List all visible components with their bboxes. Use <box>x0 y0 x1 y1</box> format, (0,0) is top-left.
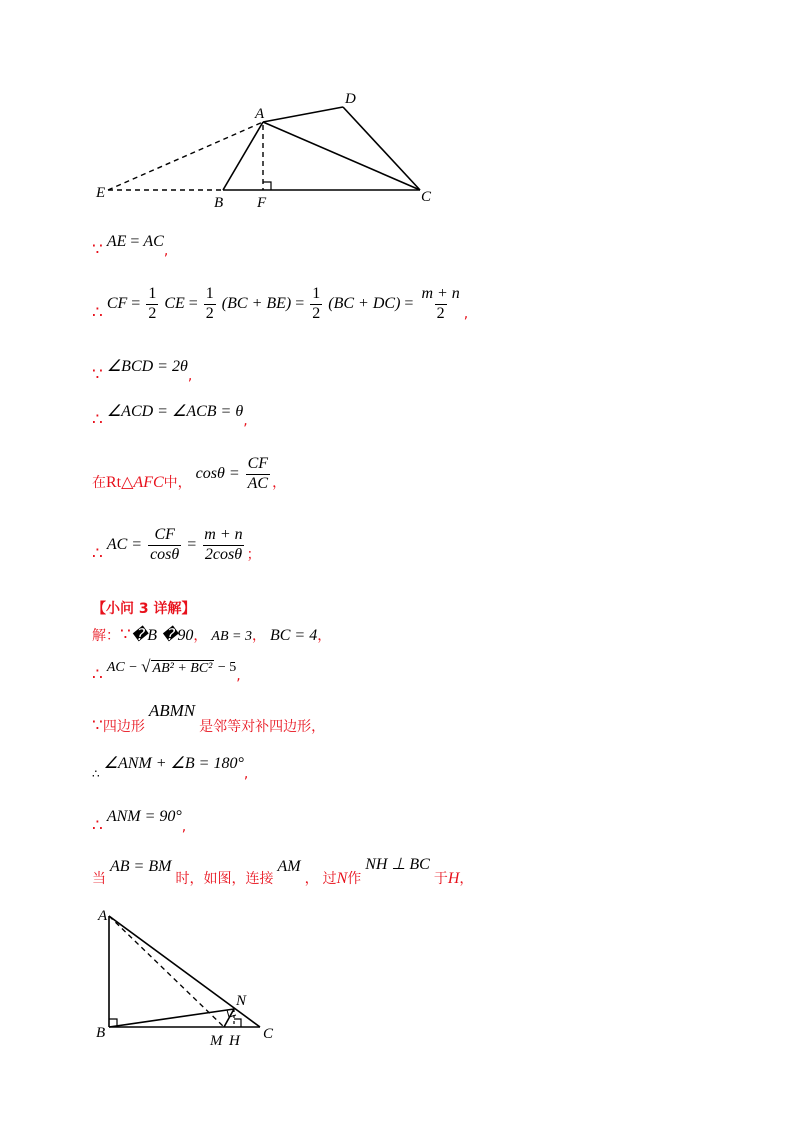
math-bc-plus-dc: (BC + DC) <box>328 294 401 312</box>
because-symbol: ∵ <box>120 625 131 644</box>
label-n: N <box>236 993 247 1009</box>
label-a: A <box>98 908 108 924</box>
segment-ea-dashed <box>108 122 263 190</box>
math-angle-bcd: ∠BCD = 2θ <box>106 358 188 375</box>
line-ac-result <box>92 527 261 564</box>
label-m: M <box>210 1033 223 1049</box>
comma: ， <box>272 474 287 491</box>
line-angle-bcd <box>92 356 193 384</box>
because-symbol: ∵ <box>92 716 103 735</box>
text-mid: 中， <box>163 474 192 491</box>
comma: ， <box>193 628 208 644</box>
label-a: A <box>255 106 265 122</box>
fraction-cf-over-cos <box>148 527 181 564</box>
text-when: 当 <box>92 871 106 887</box>
fraction-numerator: 1 <box>205 285 214 302</box>
right-angle-mark-h <box>234 1019 241 1027</box>
text-solution: 解： <box>92 628 120 644</box>
line-cf-formula <box>92 286 468 323</box>
line-construction <box>92 856 474 887</box>
therefore-symbol: ∴ <box>92 816 103 835</box>
fraction-denominator: 2cosθ <box>204 545 243 563</box>
fraction-denominator: AC <box>247 474 269 492</box>
math-eq: = <box>126 233 144 250</box>
math-ae: AE <box>106 233 127 250</box>
label-c: C <box>421 189 432 205</box>
sqrt-sign-icon: √ <box>141 657 151 677</box>
sqrt-expression <box>141 657 214 677</box>
comma: ， <box>304 871 319 887</box>
segment-nm <box>224 1009 234 1027</box>
math-angle-sum: ∠ANM + ∠B = 180° <box>103 755 244 772</box>
segment-ad <box>263 107 343 122</box>
fraction-mn-over-2cos <box>202 527 244 564</box>
math-nh-perp-bc: NH ⊥ BC <box>365 856 430 873</box>
comma: , <box>243 766 249 782</box>
math-ac: AC <box>143 233 164 250</box>
fraction-numerator: 1 <box>148 285 157 302</box>
therefore-symbol: ∴ <box>92 665 103 684</box>
line-anm-90 <box>92 806 187 835</box>
because-symbol: ∵ <box>92 365 103 384</box>
label-f: F <box>257 195 267 210</box>
math-abmn: ABMN <box>148 701 196 720</box>
fraction-m-plus-n-over-2 <box>419 286 461 323</box>
comma: ， <box>317 628 332 644</box>
comma: , <box>243 413 248 429</box>
segment-ac <box>109 916 260 1027</box>
heading-text: 【小问 3 详解】 <box>92 601 196 617</box>
text-h: H <box>447 870 460 887</box>
segment-am-dashed <box>109 916 224 1027</box>
label-b: B <box>96 1025 106 1041</box>
fraction-half-1 <box>146 286 158 323</box>
math-cos-theta: cosθ = <box>195 464 244 482</box>
fraction-denominator: cosθ <box>150 545 180 563</box>
comma: , <box>463 305 469 322</box>
text-at: 于 <box>433 871 448 887</box>
math-ac-eq: AC = <box>106 535 147 553</box>
label-b: B <box>214 195 224 210</box>
text-rt-triangle: Rt△ <box>106 473 134 491</box>
therefore-symbol: ∴ <box>92 410 103 429</box>
label-d: D <box>345 91 356 107</box>
line-angle-sum <box>92 753 249 782</box>
math-angle-acd: ∠ACD = ∠ACB = θ <box>106 403 244 420</box>
math-eq: = <box>127 294 145 312</box>
line-quadrilateral <box>92 701 326 735</box>
math-bc-eq-4: BC = 4 <box>269 627 318 644</box>
fraction-numerator: 1 <box>312 285 321 302</box>
text-n: N <box>336 870 348 887</box>
fraction-numerator: m + n <box>421 285 460 302</box>
therefore-symbol: ∴ <box>92 302 103 322</box>
therefore-symbol: ∴ <box>92 767 100 781</box>
fraction-half-3 <box>310 286 322 323</box>
sqrt-radicand: AB² + BC² <box>152 661 213 677</box>
segment-dc <box>343 107 420 190</box>
fraction-cf-over-ac <box>246 456 270 493</box>
math-ce: CE <box>164 294 185 312</box>
segment-ab <box>223 122 263 190</box>
line-given-values <box>92 625 331 645</box>
section-heading-q3 <box>92 598 196 618</box>
fraction-denominator: 2 <box>436 304 445 322</box>
line-angle-acd <box>92 401 248 429</box>
math-cf: CF <box>106 294 128 312</box>
math-bc-plus-be: (BC + BE) <box>221 294 292 312</box>
fraction-numerator: m + n <box>204 526 243 543</box>
math-eq: = <box>400 294 418 312</box>
math-minus-5: − 5 <box>214 660 237 675</box>
fraction-numerator: CF <box>154 526 175 543</box>
comma: ， <box>459 871 474 887</box>
math-ab-eq-3: AB = 3 <box>211 629 252 644</box>
math-ab-eq-bm: AB = BM <box>110 858 172 875</box>
semicolon: ； <box>246 546 261 563</box>
label-e: E <box>96 185 106 201</box>
math-eq: = <box>291 294 309 312</box>
comma: ， <box>251 628 266 644</box>
fraction-denominator: 2 <box>312 304 321 322</box>
label-c: C <box>263 1026 274 1042</box>
fraction-denominator: 2 <box>148 304 157 322</box>
comma: , <box>236 668 241 684</box>
right-angle-mark-f <box>263 182 271 190</box>
text-afc: AFC <box>133 473 164 491</box>
math-eq: = <box>183 535 201 553</box>
figure-right-triangle <box>90 905 290 1050</box>
math-am: AM <box>277 858 301 875</box>
line-ac-sqrt <box>92 656 241 684</box>
text-quadrilateral: 四边形 <box>102 719 145 735</box>
text-connect: 时，如图，连接 <box>175 871 274 887</box>
segment-ac <box>263 122 420 190</box>
figure-quadrilateral <box>90 85 450 210</box>
text-quadrilateral-type: 是邻等对补四边形， <box>199 719 326 735</box>
math-garbled-angle: �B �90 <box>130 627 194 644</box>
because-symbol: ∵ <box>92 240 103 259</box>
fraction-half-2 <box>204 286 216 323</box>
math-eq: = <box>184 294 202 312</box>
comma: , <box>181 819 187 835</box>
line-cos-theta <box>92 456 286 493</box>
comma: , <box>187 368 193 384</box>
text-make: 作 <box>347 871 362 887</box>
comma: , <box>163 243 169 259</box>
math-anm: ANM = 90° <box>106 808 182 825</box>
text-in: 在 <box>92 474 106 491</box>
therefore-symbol: ∴ <box>92 543 103 563</box>
fraction-denominator: 2 <box>205 304 214 322</box>
math-ac-minus: AC − <box>106 660 142 675</box>
fraction-numerator: CF <box>247 455 269 472</box>
label-h: H <box>229 1033 240 1049</box>
text-via: 过 <box>322 871 337 887</box>
line-ae-eq-ac <box>92 231 169 259</box>
